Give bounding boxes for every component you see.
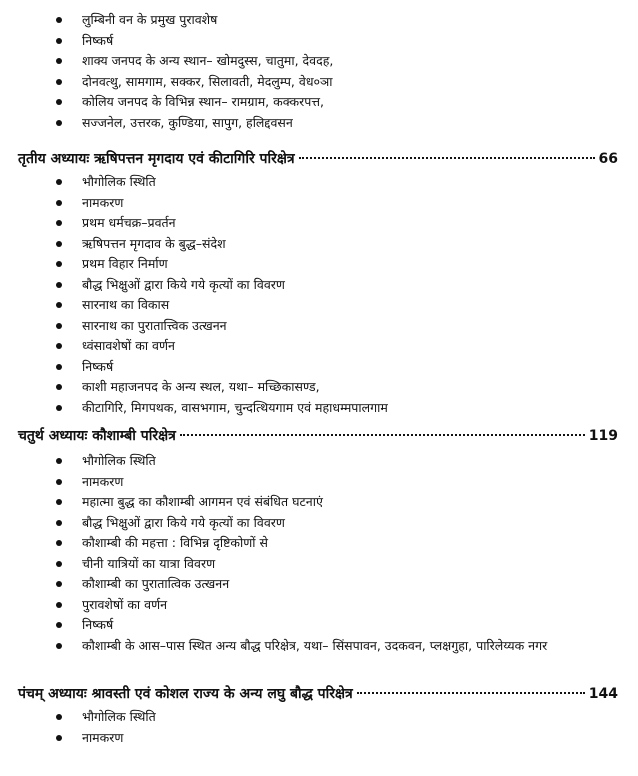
chapter-5-title: पंचम् अध्यायः श्रावस्ती एवं कोशल राज्य के अन्य लघु बौद्ध परिक्षेत्र [18,686,353,702]
bullet-icon [56,622,62,628]
bullet-icon [56,241,62,247]
dot-leader [180,434,585,436]
list-item-text: निष्कर्ष [82,617,114,632]
list-item-text: महात्मा बुद्ध का कौशाम्बी आगमन एवं संबंधित घटनाएं [82,494,323,509]
bullet-icon [56,58,62,64]
bullet-icon [56,520,62,526]
list-item-text: सारनाथ का विकास [82,297,170,312]
list-item [0,513,600,534]
list-item [0,316,600,337]
list-item [0,10,600,31]
previous-chapter-list [0,10,600,133]
bullet-icon [56,179,62,185]
list-item [0,172,600,193]
chapter-3-title: तृतीय अध्यायः ऋषिपत्तन मृगदाय एवं कीटागिरि परिक्षेत्र [18,151,295,167]
bullet-icon [56,261,62,267]
list-item-text: कोलिय जनपद के विभिन्न स्थान– रामग्राम, कक्करपत्त, [82,94,324,109]
list-item-text: निष्कर्ष [82,358,114,374]
chapter-5-list [0,707,600,748]
list-item-text: नामकरण [82,194,124,210]
list-item [0,492,600,513]
list-item-text: कौशाम्बी का पुरातात्विक उत्खनन [82,576,230,591]
list-item-text: प्रथम विहार निर्माण [82,256,168,271]
bullet-icon [56,220,62,226]
list-item [0,295,600,316]
list-item-text: निष्कर्ष [82,32,114,48]
list-item-text: भौगोलिक स्थिति [82,709,156,724]
list-item [0,357,600,378]
bullet-icon [56,405,62,411]
list-item [0,728,600,749]
dot-leader [357,692,585,694]
list-item-text: ध्वंसावशेषों का वर्णन [82,338,175,353]
list-item-text: ऋषिपत्तन मृगदाव के बुद्ध–संदेश [82,235,226,251]
list-item-text: लुम्बिनी वन के प्रमुख पुरावशेष [82,12,218,27]
bullet-icon [56,602,62,608]
list-item-text: भौगोलिक स्थिति [82,453,156,468]
bullet-icon [56,540,62,546]
list-item [0,451,600,472]
chapter-4-heading [0,425,638,447]
list-item [0,574,600,595]
list-item [0,213,600,234]
chapter-5-page-number: 144 [588,686,618,702]
bullet-icon [56,17,62,23]
dot-leader [299,157,595,159]
list-item [0,254,600,275]
list-item-text: कौशाम्बी के आस–पास स्थित अन्य बौद्ध परिक्षेत्र, यथा– सिंसपावन, उदकवन, प्लक्षगुहा, पारिलेय्यक नगर [82,637,548,653]
bullet-icon [56,200,62,206]
list-item [0,92,600,113]
bullet-icon [56,364,62,370]
list-item [0,595,600,616]
list-item-text: कीटागिरि, मिगपथक, वासभगाम, चुन्दत्थियगाम एवं महाधम्मपालगाम [82,399,388,415]
list-item [0,275,600,296]
bullet-icon [56,458,62,464]
chapter-3-page-number: 66 [598,151,618,167]
bullet-icon [56,499,62,505]
bullet-icon [56,323,62,329]
list-item [0,113,600,134]
list-item-text: कौशाम्बी की महत्ता : विभिन्न दृष्टिकोणों से [82,535,268,550]
bullet-icon [56,343,62,349]
list-item-text: बौद्ध भिक्षुओं द्वारा किये गये कृत्यों का विवरण [82,276,285,292]
bullet-icon [56,643,62,649]
bullet-icon [56,282,62,288]
list-item [0,31,600,52]
list-item-text: नामकरण [82,729,124,745]
list-item-text: सारनाथ का पुरातात्त्विक उत्खनन [82,317,227,333]
list-item [0,72,600,93]
bullet-icon [56,99,62,105]
list-item-text: दोनवत्थु, सामगाम, सक्कर, सिलावती, मेदलुम्प, वेध०ञा [82,73,333,89]
chapter-3-heading [0,148,638,170]
chapter-4-list [0,451,600,656]
list-item [0,51,600,72]
bullet-icon [56,384,62,390]
list-item [0,636,600,657]
bullet-icon [56,714,62,720]
list-item-text: नामकरण [82,473,124,489]
list-item-text: सज्जनेल, उत्तरक, कुण्डिया, सापुग, हलिद्दवसन [82,114,293,130]
list-item [0,193,600,214]
list-item [0,615,600,636]
list-item-text: शाक्य जनपद के अन्य स्थान– खोमदुस्स, चातुमा, देवदह, [82,53,334,68]
list-item [0,554,600,575]
bullet-icon [56,79,62,85]
list-item [0,398,600,419]
bullet-icon [56,38,62,44]
bullet-icon [56,302,62,308]
list-item-text: भौगोलिक स्थिति [82,174,156,189]
list-item-text: बौद्ध भिक्षुओं द्वारा किये गये कृत्यों का विवरण [82,514,285,530]
list-item-text: पुरावशेषों का वर्णन [82,596,168,612]
chapter-4-title: चतुर्थ अध्यायः कौशाम्बी परिक्षेत्र [18,428,176,444]
list-item [0,707,600,728]
list-item-text: प्रथम धर्मचक्र–प्रवर्तन [82,215,176,230]
list-item [0,533,600,554]
bullet-icon [56,479,62,485]
list-item-text: चीनी यात्रियों का यात्रा विवरण [82,555,216,571]
list-item [0,336,600,357]
bullet-icon [56,735,62,741]
list-item-text: काशी महाजनपद के अन्य स्थल, यथा– मच्छिकासण्ड, [82,379,320,394]
bullet-icon [56,561,62,567]
list-item [0,377,600,398]
bullet-icon [56,120,62,126]
list-item [0,234,600,255]
chapter-3-list [0,172,600,418]
list-item [0,472,600,493]
chapter-4-page-number: 119 [588,428,618,444]
chapter-5-heading [0,683,638,705]
bullet-icon [56,581,62,587]
